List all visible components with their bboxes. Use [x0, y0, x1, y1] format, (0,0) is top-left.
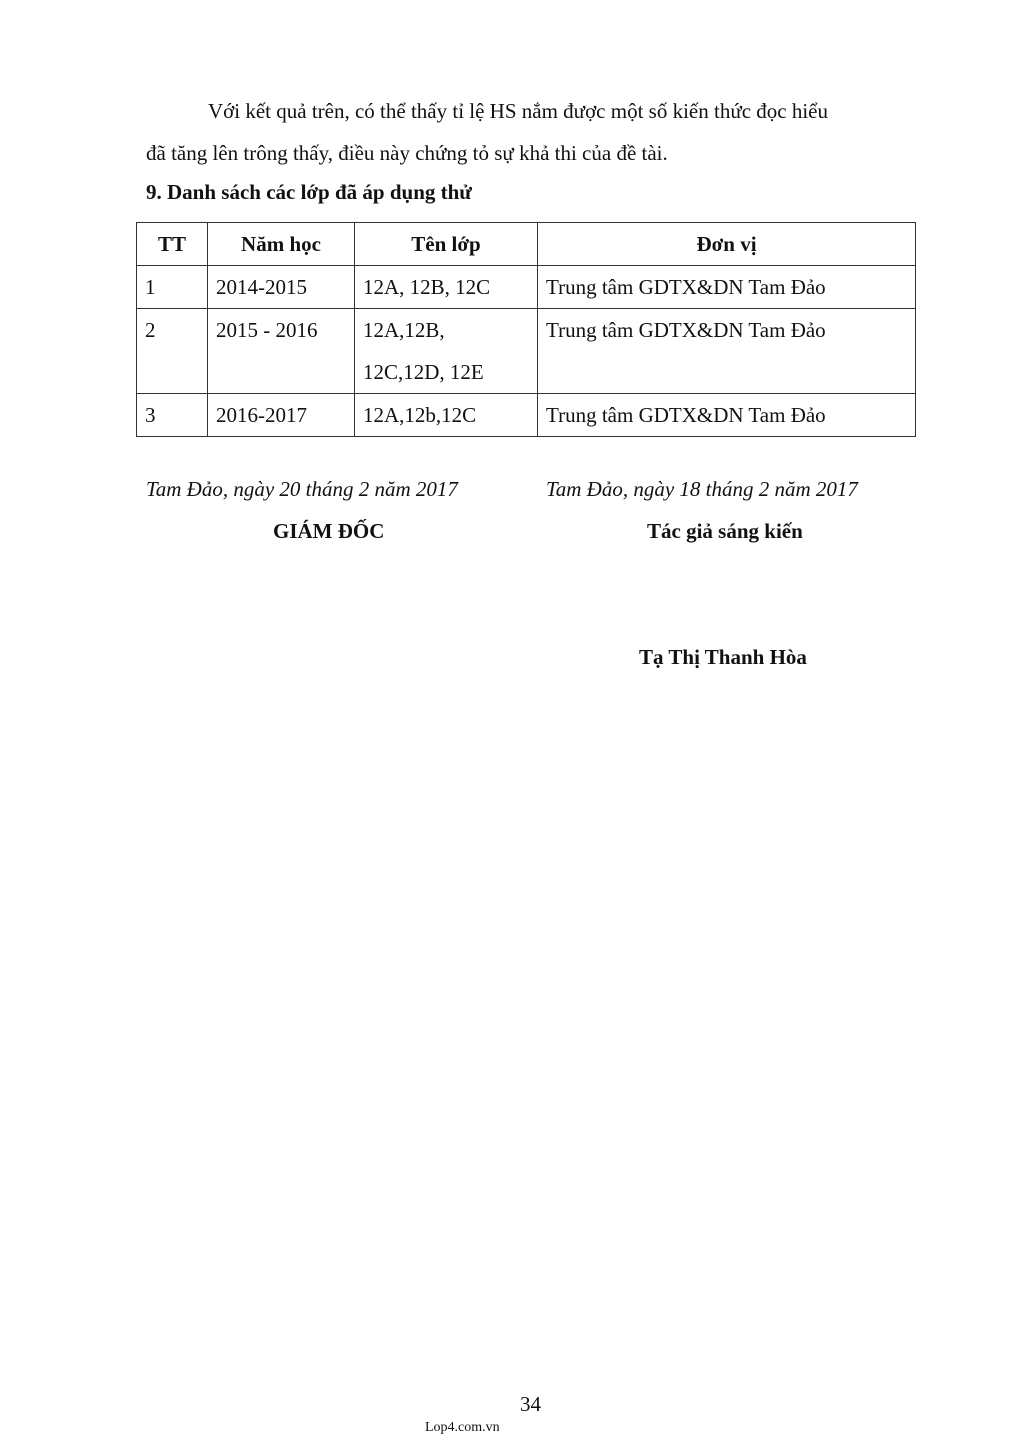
cell-year: 2016-2017 [208, 394, 355, 437]
cell-unit: Trung tâm GDTX&DN Tam Đảo [538, 266, 916, 309]
table-header-row [137, 223, 916, 266]
cell-classes [355, 266, 538, 309]
table-row [137, 309, 916, 394]
left-signature-date: Tam Đảo, ngày 20 tháng 2 năm 2017 [146, 477, 458, 501]
cell-classes-line: 12A, 12B, 12C [363, 275, 491, 299]
right-signature-date: Tam Đảo, ngày 18 tháng 2 năm 2017 [546, 477, 858, 501]
cell-year: 2015 - 2016 [208, 309, 355, 394]
table-row [137, 394, 916, 437]
table-row [137, 266, 916, 309]
left-signature-title: GIÁM ĐỐC [273, 519, 385, 543]
cell-unit: Trung tâm GDTX&DN Tam Đảo [538, 309, 916, 394]
cell-classes-line: 12A,12B, [363, 318, 445, 342]
header-unit: Đơn vị [538, 223, 916, 266]
cell-classes-line: 12A,12b,12C [363, 403, 477, 427]
cell-classes-line: 12C,12D, 12E [363, 360, 484, 384]
cell-tt: 3 [137, 394, 208, 437]
header-class-name: Tên lớp [355, 223, 538, 266]
cell-unit: Trung tâm GDTX&DN Tam Đảo [538, 394, 916, 437]
section-heading: 9. Danh sách các lớp đã áp dụng thử [146, 180, 472, 204]
intro-line-1: Với kết quả trên, có thể thấy tỉ lệ HS nắm được một số kiến thức đọc hiểu [208, 99, 829, 123]
cell-classes [355, 309, 538, 394]
intro-line-2: đã tăng lên trông thấy, điều này chứng tỏ sự khả thi của đề tài. [146, 141, 668, 165]
cell-tt: 1 [137, 266, 208, 309]
right-signature-title: Tác giả sáng kiến [647, 519, 803, 543]
header-tt: TT [137, 223, 208, 266]
cell-year: 2014-2015 [208, 266, 355, 309]
cell-tt: 2 [137, 309, 208, 394]
page-number: 34 [520, 1392, 541, 1416]
header-year: Năm học [208, 223, 355, 266]
intro-paragraph [146, 90, 926, 174]
author-name: Tạ Thị Thanh Hòa [639, 645, 807, 669]
watermark: Lop4.com.vn [425, 1420, 500, 1435]
classes-table [136, 222, 916, 437]
cell-classes [355, 394, 538, 437]
